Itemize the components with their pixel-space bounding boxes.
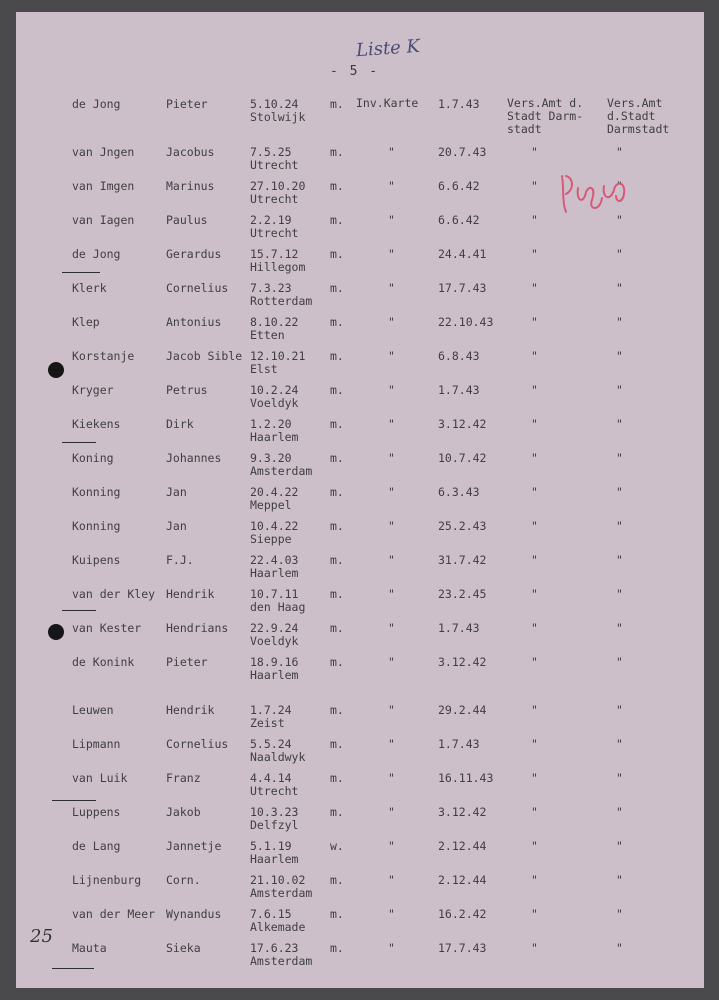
record-reason: "	[388, 873, 395, 887]
record-sex: m.	[330, 451, 344, 465]
record-birth-place: Utrecht	[250, 226, 299, 240]
record-birth-date: 7.6.15	[250, 907, 292, 921]
record-birth-place: Utrecht	[250, 158, 299, 172]
record-given-name: Petrus	[166, 383, 208, 397]
record-row	[0, 282, 719, 316]
record-given-name: Jacobus	[166, 145, 215, 159]
record-office1: "	[531, 383, 538, 397]
record-reason: "	[388, 281, 395, 295]
record-sex: m.	[330, 703, 344, 717]
record-given-name: Jannetje	[166, 839, 222, 853]
record-office2: "	[616, 519, 623, 533]
record-date: 24.4.41	[438, 247, 487, 261]
record-office2: "	[616, 281, 623, 295]
record-reason: "	[388, 771, 395, 785]
record-date: 2.12.44	[438, 839, 487, 853]
record-birth-date: 10.3.23	[250, 805, 299, 819]
record-birth-place: Elst	[250, 362, 278, 376]
record-office1: "	[531, 247, 538, 261]
record-date: 6.8.43	[438, 349, 480, 363]
handwritten-title: Liste K	[355, 35, 421, 62]
record-surname: de Lang	[72, 839, 121, 853]
pencil-mark	[52, 800, 96, 801]
record-office1: "	[531, 873, 538, 887]
record-office1: "	[531, 179, 538, 193]
record-office1: "	[531, 941, 538, 955]
record-given-name: Gerardus	[166, 247, 222, 261]
record-office2: "	[616, 873, 623, 887]
record-birth-date: 7.5.25	[250, 145, 292, 159]
record-row	[0, 738, 719, 772]
column-office1-header: Vers.Amt d. Stadt Darm- stadt	[507, 96, 584, 136]
record-given-name: Antonius	[166, 315, 222, 329]
record-reason: "	[388, 485, 395, 499]
record-date: 17.7.43	[438, 281, 487, 295]
record-surname: Klerk	[72, 281, 107, 295]
record-sex: w.	[330, 839, 344, 853]
record-reason: "	[388, 907, 395, 921]
record-birth-place: Utrecht	[250, 784, 299, 798]
record-given-name: Corn.	[166, 873, 201, 887]
record-sex: m.	[330, 873, 344, 887]
record-given-name: F.J.	[166, 553, 194, 567]
record-birth-place: Rotterdam	[250, 294, 313, 308]
record-office2: "	[616, 213, 623, 227]
record-sex: m.	[330, 771, 344, 785]
record-office1: "	[531, 621, 538, 635]
record-row	[0, 704, 719, 738]
record-birth-date: 4.4.14	[250, 771, 292, 785]
record-reason: "	[388, 451, 395, 465]
record-row	[0, 520, 719, 554]
record-birth-date: 17.6.23	[250, 941, 299, 955]
record-date: 25.2.43	[438, 519, 487, 533]
record-reason: "	[388, 383, 395, 397]
record-birth-date: 20.4.22	[250, 485, 299, 499]
record-birth-place: Alkemade	[250, 920, 306, 934]
record-birth-place: Haarlem	[250, 852, 299, 866]
record-row	[0, 806, 719, 840]
record-given-name: Pieter	[166, 97, 208, 111]
record-birth-date: 2.2.19	[250, 213, 292, 227]
record-sex: m.	[330, 417, 344, 431]
record-office1: "	[531, 281, 538, 295]
record-office2: "	[616, 839, 623, 853]
record-office1: "	[531, 587, 538, 601]
record-office1: "	[531, 213, 538, 227]
record-surname: Konning	[72, 485, 121, 499]
record-date: 31.7.42	[438, 553, 487, 567]
pencil-mark	[52, 968, 94, 969]
record-row	[0, 908, 719, 942]
record-birth-date: 18.9.16	[250, 655, 299, 669]
record-row	[0, 588, 719, 622]
record-office2: "	[616, 771, 623, 785]
record-row	[0, 656, 719, 690]
record-birth-place: den Haag	[250, 600, 306, 614]
record-given-name: Jacob Sible	[166, 349, 243, 363]
record-office2: "	[616, 315, 623, 329]
record-office1: "	[531, 485, 538, 499]
record-given-name: Cornelius	[166, 281, 229, 295]
record-date: 10.7.42	[438, 451, 487, 465]
record-surname: van der Meer	[72, 907, 156, 921]
record-sex: m.	[330, 179, 344, 193]
record-birth-date: 22.9.24	[250, 621, 299, 635]
record-birth-place: Voeldyk	[250, 634, 299, 648]
record-surname: Kiekens	[72, 417, 121, 431]
record-birth-date: 1.2.20	[250, 417, 292, 431]
record-sex: m.	[330, 97, 344, 111]
record-birth-date: 10.7.11	[250, 587, 299, 601]
record-given-name: Marinus	[166, 179, 215, 193]
record-sex: m.	[330, 145, 344, 159]
record-birth-place: Amsterdam	[250, 954, 313, 968]
record-birth-date: 5.1.19	[250, 839, 292, 853]
record-office1: "	[531, 655, 538, 669]
record-office2: "	[616, 805, 623, 819]
record-surname: de Konink	[72, 655, 135, 669]
record-surname: van Imgen	[72, 179, 135, 193]
record-sex: m.	[330, 247, 344, 261]
record-reason: "	[388, 805, 395, 819]
record-office1: "	[531, 771, 538, 785]
record-surname: Kuipens	[72, 553, 121, 567]
record-row	[0, 98, 719, 132]
record-birth-place: Haarlem	[250, 668, 299, 682]
record-given-name: Pieter	[166, 655, 208, 669]
record-reason: "	[388, 247, 395, 261]
record-sex: m.	[330, 553, 344, 567]
record-office2: "	[616, 485, 623, 499]
record-given-name: Franz	[166, 771, 201, 785]
record-surname: van Luik	[72, 771, 128, 785]
record-given-name: Wynandus	[166, 907, 222, 921]
record-surname: de Jong	[72, 97, 121, 111]
record-office1: "	[531, 553, 538, 567]
column-reason-header: Inv.Karte	[356, 96, 419, 110]
record-birth-date: 15.7.12	[250, 247, 299, 261]
record-row	[0, 772, 719, 806]
record-row	[0, 384, 719, 418]
record-given-name: Dirk	[166, 417, 194, 431]
record-row	[0, 486, 719, 520]
record-birth-date: 5.5.24	[250, 737, 292, 751]
record-birth-place: Delfzyl	[250, 818, 299, 832]
record-given-name: Sieka	[166, 941, 201, 955]
record-reason: "	[388, 737, 395, 751]
record-sex: m.	[330, 213, 344, 227]
record-reason: "	[388, 417, 395, 431]
record-reason: "	[388, 587, 395, 601]
record-surname: Leuwen	[72, 703, 114, 717]
record-row	[0, 316, 719, 350]
record-office2: "	[616, 145, 623, 159]
record-surname: van Kester	[72, 621, 142, 635]
record-birth-place: Stolwijk	[250, 110, 306, 124]
record-office2: "	[616, 621, 623, 635]
record-surname: Kryger	[72, 383, 114, 397]
record-reason: "	[388, 703, 395, 717]
record-row	[0, 554, 719, 588]
record-sex: m.	[330, 621, 344, 635]
record-office2: "	[616, 417, 623, 431]
record-row	[0, 840, 719, 874]
pencil-mark	[62, 610, 96, 611]
record-date: 16.11.43	[438, 771, 494, 785]
record-office1: "	[531, 145, 538, 159]
record-reason: "	[388, 941, 395, 955]
record-reason: "	[388, 145, 395, 159]
pencil-mark	[62, 442, 96, 443]
record-birth-date: 10.2.24	[250, 383, 299, 397]
record-reason: "	[388, 621, 395, 635]
record-row	[0, 622, 719, 656]
record-office2: "	[616, 587, 623, 601]
record-office2: "	[616, 941, 623, 955]
record-given-name: Jakob	[166, 805, 201, 819]
record-date: 1.7.43	[438, 621, 480, 635]
record-date: 3.12.42	[438, 655, 487, 669]
record-birth-place: Haarlem	[250, 430, 299, 444]
record-sex: m.	[330, 485, 344, 499]
record-given-name: Jan	[166, 485, 187, 499]
record-surname: Koning	[72, 451, 114, 465]
record-office2: "	[616, 553, 623, 567]
record-row	[0, 874, 719, 908]
record-sex: m.	[330, 315, 344, 329]
record-office1: "	[531, 519, 538, 533]
record-birth-date: 22.4.03	[250, 553, 299, 567]
record-sex: m.	[330, 655, 344, 669]
record-date: 1.7.43	[438, 737, 480, 751]
record-office1: "	[531, 349, 538, 363]
record-birth-place: Haarlem	[250, 566, 299, 580]
record-birth-date: 7.3.23	[250, 281, 292, 295]
record-birth-place: Naaldwyk	[250, 750, 306, 764]
record-reason: "	[388, 839, 395, 853]
record-birth-date: 12.10.21	[250, 349, 306, 363]
record-date: 6.6.42	[438, 179, 480, 193]
record-date: 1.7.43	[438, 383, 480, 397]
record-birth-date: 1.7.24	[250, 703, 292, 717]
record-row	[0, 452, 719, 486]
record-reason: "	[388, 179, 395, 193]
record-office1: "	[531, 839, 538, 853]
record-surname: Lipmann	[72, 737, 121, 751]
record-birth-date: 9.3.20	[250, 451, 292, 465]
record-birth-place: Hillegom	[250, 260, 306, 274]
record-date: 29.2.44	[438, 703, 487, 717]
record-birth-place: Amsterdam	[250, 886, 313, 900]
punch-hole	[48, 362, 64, 378]
record-date: 6.6.42	[438, 213, 480, 227]
record-date: 3.12.42	[438, 417, 487, 431]
record-sex: m.	[330, 737, 344, 751]
record-office1: "	[531, 315, 538, 329]
record-surname: Korstanje	[72, 349, 135, 363]
record-birth-place: Meppel	[250, 498, 292, 512]
page-number: - 5 -	[330, 64, 380, 79]
record-office2: "	[616, 703, 623, 717]
record-birth-place: Voeldyk	[250, 396, 299, 410]
record-birth-place: Sieppe	[250, 532, 292, 546]
record-birth-place: Amsterdam	[250, 464, 313, 478]
record-date: 6.3.43	[438, 485, 480, 499]
record-sex: m.	[330, 383, 344, 397]
record-given-name: Jan	[166, 519, 187, 533]
record-birth-place: Etten	[250, 328, 285, 342]
record-given-name: Hendrik	[166, 587, 215, 601]
record-surname: Konning	[72, 519, 121, 533]
record-sex: m.	[330, 805, 344, 819]
record-birth-date: 8.10.22	[250, 315, 299, 329]
record-surname: de Jong	[72, 247, 121, 261]
record-given-name: Cornelius	[166, 737, 229, 751]
record-office2: "	[616, 179, 623, 193]
record-office2: "	[616, 655, 623, 669]
record-given-name: Paulus	[166, 213, 208, 227]
record-sex: m.	[330, 587, 344, 601]
record-office2: "	[616, 247, 623, 261]
record-date: 3.12.42	[438, 805, 487, 819]
record-birth-date: 10.4.22	[250, 519, 299, 533]
record-date: 22.10.43	[438, 315, 494, 329]
record-reason: "	[388, 315, 395, 329]
record-sex: m.	[330, 907, 344, 921]
record-reason: "	[388, 349, 395, 363]
record-row	[0, 942, 719, 976]
record-reason: "	[388, 213, 395, 227]
record-given-name: Hendrians	[166, 621, 229, 635]
record-date: 17.7.43	[438, 941, 487, 955]
record-sex: m.	[330, 941, 344, 955]
record-surname: van der Kley	[72, 587, 156, 601]
record-birth-date: 27.10.20	[250, 179, 306, 193]
record-office2: "	[616, 383, 623, 397]
record-sex: m.	[330, 281, 344, 295]
pencil-mark	[62, 272, 100, 273]
record-office1: "	[531, 737, 538, 751]
record-row	[0, 350, 719, 384]
record-date: 20.7.43	[438, 145, 487, 159]
record-office1: "	[531, 417, 538, 431]
record-given-name: Hendrik	[166, 703, 215, 717]
record-office2: "	[616, 349, 623, 363]
record-surname: Luppens	[72, 805, 121, 819]
record-office2: "	[616, 737, 623, 751]
record-surname: Mauta	[72, 941, 107, 955]
record-office1: "	[531, 907, 538, 921]
record-office1: "	[531, 805, 538, 819]
record-row	[0, 418, 719, 452]
record-sex: m.	[330, 519, 344, 533]
record-given-name: Johannes	[166, 451, 222, 465]
record-sex: m.	[330, 349, 344, 363]
record-date: 16.2.42	[438, 907, 487, 921]
record-reason: "	[388, 655, 395, 669]
record-office1: "	[531, 451, 538, 465]
punch-hole	[48, 624, 64, 640]
record-date: 2.12.44	[438, 873, 487, 887]
record-surname: Lijnenburg	[72, 873, 142, 887]
column-office2-header: Vers.Amt d.Stadt Darmstadt	[607, 96, 670, 136]
record-surname: van Iagen	[72, 213, 135, 227]
record-surname: van Jngen	[72, 145, 135, 159]
record-date: 1.7.43	[438, 97, 480, 111]
record-date: 23.2.45	[438, 587, 487, 601]
record-birth-place: Utrecht	[250, 192, 299, 206]
record-office2: "	[616, 451, 623, 465]
record-surname: Klep	[72, 315, 100, 329]
margin-note: 25	[30, 926, 53, 947]
record-reason: "	[388, 553, 395, 567]
record-birth-date: 5.10.24	[250, 97, 299, 111]
record-birth-place: Zeist	[250, 716, 285, 730]
record-birth-date: 21.10.02	[250, 873, 306, 887]
record-office2: "	[616, 907, 623, 921]
record-office1: "	[531, 703, 538, 717]
record-row	[0, 248, 719, 282]
red-signature-icon	[556, 168, 636, 223]
record-reason: "	[388, 519, 395, 533]
